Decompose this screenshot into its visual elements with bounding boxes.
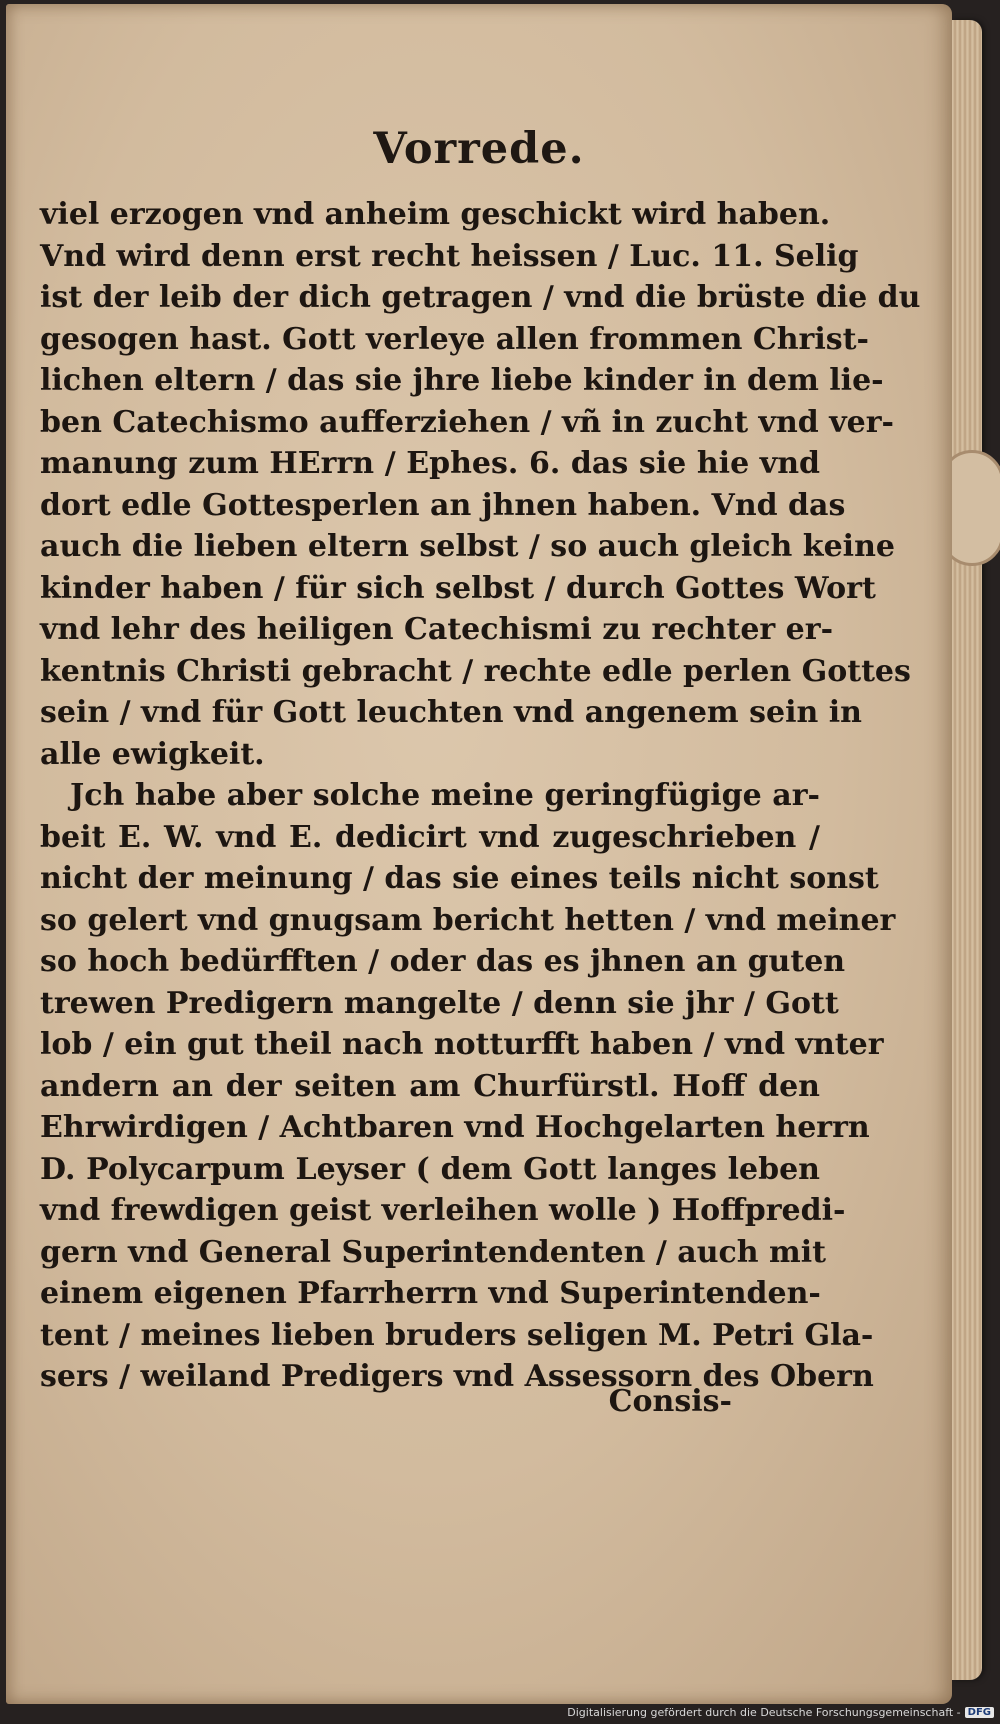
text-line: Vnd wird denn erst recht heissen / Luc. 11. Selig bbox=[40, 238, 859, 274]
book-page-edges bbox=[952, 20, 982, 1680]
digitization-footer bbox=[567, 1704, 994, 1720]
text-line: einem eigenen Pfarrherrn vnd Superintenden- bbox=[40, 1276, 821, 1311]
text-line: kentnis Christi gebracht / rechte edle perlen Gottes bbox=[40, 653, 911, 689]
text-line: manung zum HErrn / Ephes. 6. das sie hie vnd bbox=[40, 446, 820, 481]
text-line: sein / vnd für Gott leuchten vnd angenem sein in bbox=[40, 695, 862, 730]
text-line: Jch habe aber solche meine geringfügige ar- bbox=[70, 778, 820, 813]
text-line: dort edle Gottesperlen an jhnen haben. Vnd das bbox=[40, 487, 846, 523]
text-line: vnd lehr des heiligen Catechismi zu rechter er- bbox=[40, 612, 834, 647]
body-text bbox=[40, 194, 921, 1398]
text-line: kinder haben / für sich selbst / durch Gottes Wort bbox=[40, 570, 876, 606]
text-line: trewen Predigern mangelte / denn sie jhr / Gott bbox=[40, 985, 839, 1021]
page-heading: Vorrede. bbox=[373, 124, 585, 174]
text-line: lob / ein gut theil nach notturfft haben / vnd vnter bbox=[40, 1027, 884, 1062]
paragraph-2 bbox=[40, 775, 896, 1398]
text-line: D. Polycarpum Leyser ( dem Gott langes leben bbox=[40, 1151, 820, 1187]
text-line: gesogen hast. Gott verleye allen frommen Christ- bbox=[40, 321, 869, 357]
text-line: Ehrwirdigen / Achtbaren vnd Hochgelarten herrn bbox=[40, 1110, 870, 1145]
text-line: gern vnd General Superintendenten / auch mit bbox=[40, 1234, 827, 1270]
book-page bbox=[6, 4, 952, 1704]
text-line: beit E. W. vnd E. dedicirt vnd zugeschrieben / bbox=[40, 819, 820, 855]
text-line: lichen eltern / das sie jhre liebe kinder in dem lie- bbox=[40, 363, 884, 398]
text-line: ist der leib der dich getragen / vnd die brüste die du bbox=[40, 280, 921, 315]
text-line: auch die lieben eltern selbst / so auch gleich keine bbox=[40, 529, 895, 564]
text-line: sers / weiland Predigers vnd Assessorn des Obern bbox=[40, 1359, 874, 1394]
text-line: andern an der seiten am Churfürstl. Hoff den bbox=[40, 1068, 820, 1104]
text-line: so gelert vnd gnugsam bericht hetten / vnd meiner bbox=[40, 902, 896, 938]
text-line: viel erzogen vnd anheim geschickt wird haben. bbox=[40, 197, 831, 232]
text-line: so hoch bedürfften / oder das es jhnen an guten bbox=[40, 944, 846, 979]
catchword: Consis- bbox=[608, 1384, 732, 1419]
footer-credit: Digitalisierung gefördert durch die Deutsche Forschungsgemeinschaft - bbox=[567, 1705, 961, 1719]
dfg-logo: DFG bbox=[965, 1707, 994, 1718]
text-line: vnd frewdigen geist verleihen wolle ) Hoffpredi- bbox=[40, 1193, 846, 1228]
text-line: ben Catechismo aufferziehen / vñ in zucht vnd ver- bbox=[40, 404, 894, 440]
text-line: nicht der meinung / das sie eines teils nicht sonst bbox=[40, 861, 879, 896]
paragraph-1 bbox=[40, 194, 921, 775]
text-line: tent / meines lieben bruders seligen M. Petri Gla- bbox=[40, 1317, 874, 1353]
text-line: alle ewigkeit. bbox=[40, 736, 265, 772]
